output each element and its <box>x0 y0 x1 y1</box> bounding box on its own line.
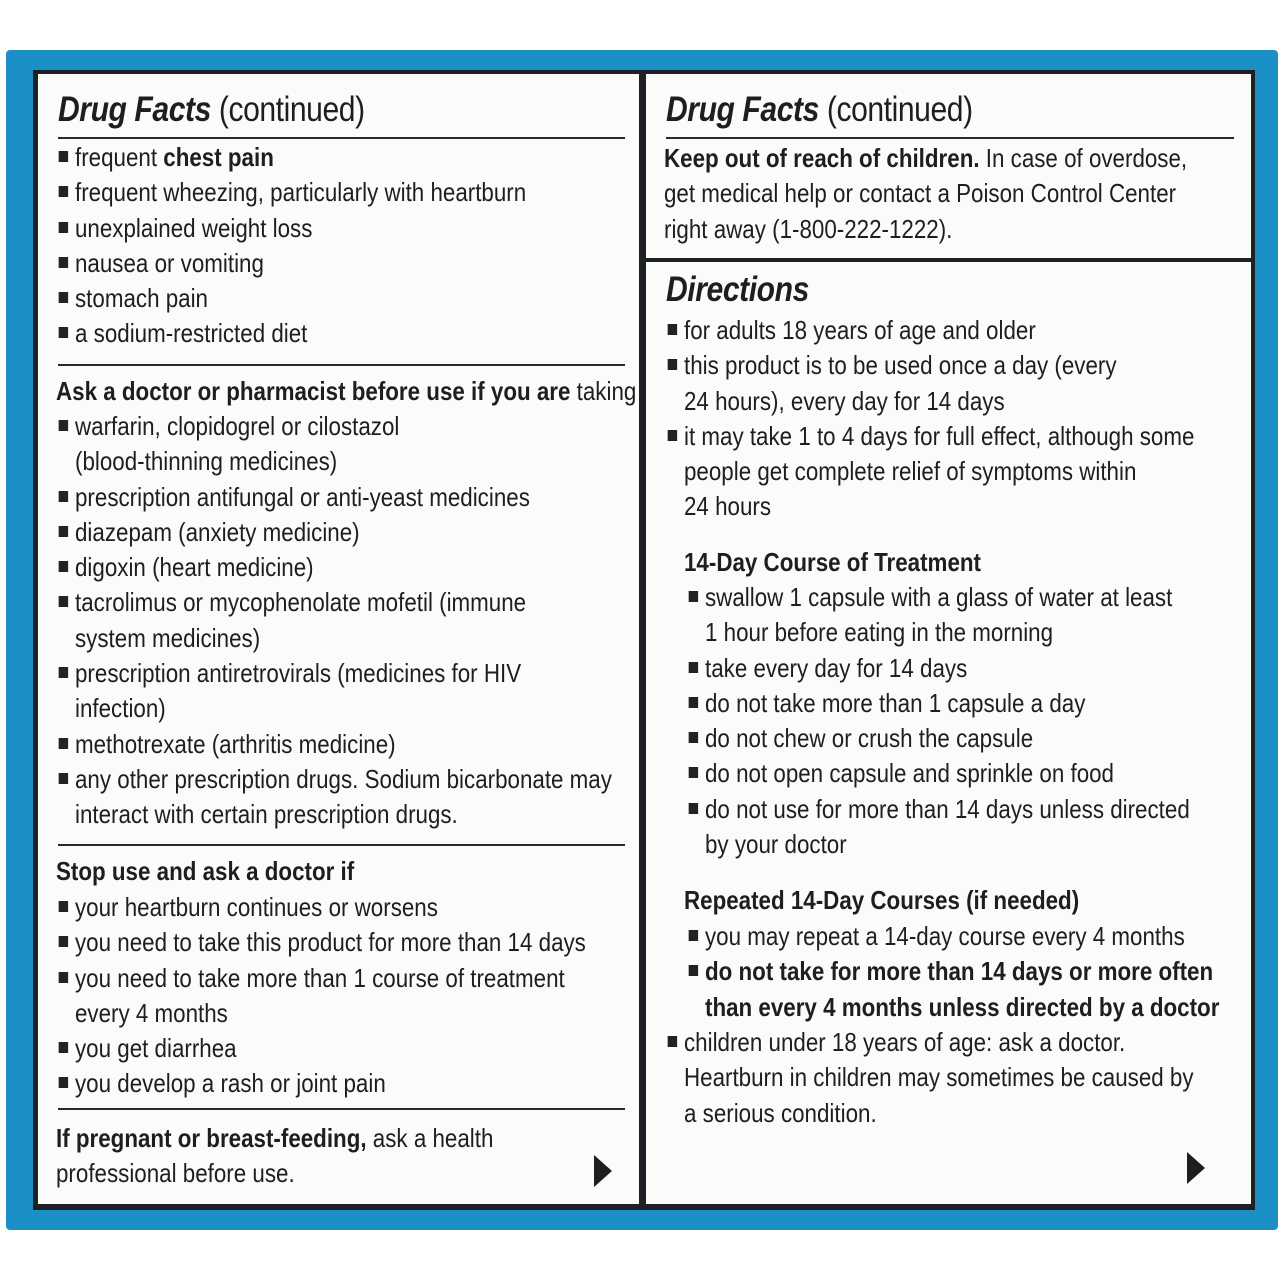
item-text: nausea or vomiting <box>75 247 264 278</box>
heading-title: Drug Facts <box>666 90 819 129</box>
directions-list <box>684 313 1194 525</box>
list-item: do not open capsule and sprinkle on food <box>705 756 1190 791</box>
section-rule-thick <box>646 258 1251 262</box>
list-item: 24 hours), every day for 14 days <box>684 385 1005 416</box>
list-item: you need to take this product for more than 14 days <box>75 925 586 960</box>
pregnant-line2: professional before use. <box>56 1158 295 1189</box>
list-item: diazepam (anxiety medicine) <box>75 515 612 550</box>
heading-continued: (continued) <box>210 90 365 129</box>
item-text: a sodium-restricted diet <box>75 318 308 349</box>
list-item: by your doctor <box>705 829 847 860</box>
item-text: stomach pain <box>75 283 209 314</box>
list-item <box>75 246 526 281</box>
warning-conditions-list <box>75 140 526 352</box>
keep-bold: Keep out of reach of children. <box>664 143 980 173</box>
list-item: do not use for more than 14 days unless directed <box>705 792 1190 827</box>
keep-line3: right away (1-800-222-1222). <box>664 213 953 244</box>
ask-title-bold: Ask a doctor or pharmacist before use if you are <box>56 376 571 406</box>
list-item: than every 4 months unless directed by a doctor <box>705 991 1220 1022</box>
pregnant-normal: ask a health <box>366 1123 494 1153</box>
ask-title-normal: taking <box>570 376 637 406</box>
list-item: take every day for 14 days <box>705 651 1190 686</box>
keep-line2: get medical help or contact a Poison Control Center <box>664 178 1177 209</box>
list-item: swallow 1 capsule with a glass of water at least <box>705 580 1190 615</box>
course-title-text: 14-Day Course of Treatment <box>684 547 981 577</box>
list-item: 24 hours <box>684 491 772 522</box>
repeat-title-text: Repeated 14-Day Courses (if needed) <box>684 885 1080 915</box>
list-item: do not take more than 1 capsule a day <box>705 686 1190 721</box>
right-panel-heading <box>666 90 973 130</box>
left-panel-heading <box>58 90 365 130</box>
drug-facts-right-panel <box>646 74 1251 1204</box>
list-item: any other prescription drugs. Sodium bicarbonate may <box>75 762 612 797</box>
heading-rule <box>58 137 625 139</box>
list-item: prescription antiretrovirals (medicines for HIV <box>75 656 612 691</box>
keep-out-section <box>664 141 1187 247</box>
list-item: do not take for more than 14 days or more often <box>705 954 1219 989</box>
drug-facts-left-panel <box>38 74 639 1204</box>
pregnant-bold: If pregnant or breast-feeding, <box>56 1123 367 1153</box>
list-item: warfarin, clopidogrel or cilostazol <box>75 409 612 444</box>
item-bold-text: chest pain <box>163 142 274 172</box>
directions-heading <box>666 270 809 310</box>
list-item: every 4 months <box>75 997 228 1028</box>
list-item: methotrexate (arthritis medicine) <box>75 727 612 762</box>
children-item <box>684 1025 1194 1131</box>
stop-title: Stop use and ask a doctor if <box>56 856 355 886</box>
section-rule <box>58 844 625 846</box>
keep-normal: In case of overdose, <box>979 143 1188 173</box>
section-rule <box>58 1108 625 1110</box>
item-text: frequent <box>75 142 164 172</box>
list-item: people get complete relief of symptoms within <box>684 456 1137 487</box>
list-item: a serious condition. <box>684 1097 877 1128</box>
list-item: you need to take more than 1 course of treatment <box>75 961 586 996</box>
item-text: frequent wheezing, particularly with heartburn <box>75 177 527 208</box>
list-item: tacrolimus or mycophenolate mofetil (immune <box>75 585 612 620</box>
list-item <box>75 211 526 246</box>
stop-use-title <box>56 854 354 889</box>
list-item <box>75 140 526 175</box>
course-list <box>705 580 1190 862</box>
heading-rule <box>666 137 1234 139</box>
pregnant-section <box>56 1121 493 1192</box>
continue-arrow-icon <box>594 1155 612 1187</box>
list-item: system medicines) <box>75 622 261 653</box>
list-item: 1 hour before eating in the morning <box>705 617 1054 648</box>
repeat-title <box>684 883 1079 918</box>
list-item <box>75 175 526 210</box>
ask-doctor-title <box>56 374 636 409</box>
list-item: digoxin (heart medicine) <box>75 550 612 585</box>
stop-use-list <box>75 890 586 1102</box>
directions-title: Directions <box>666 270 809 309</box>
list-item: Heartburn in children may sometimes be caused by <box>684 1062 1194 1093</box>
repeat-list <box>705 919 1219 1025</box>
item-text: unexplained weight loss <box>75 212 313 243</box>
list-item: your heartburn continues or worsens <box>75 890 586 925</box>
section-rule <box>58 364 625 366</box>
list-item: prescription antifungal or anti-yeast medicines <box>75 480 612 515</box>
list-item: infection) <box>75 693 166 724</box>
list-item <box>75 281 526 316</box>
list-item: it may take 1 to 4 days for full effect, although some <box>684 419 1194 454</box>
list-item <box>75 316 526 351</box>
heading-continued: (continued) <box>818 90 973 129</box>
list-item: for adults 18 years of age and older <box>684 313 1194 348</box>
list-item: interact with certain prescription drugs. <box>75 799 458 830</box>
list-item: this product is to be used once a day (every <box>684 348 1194 383</box>
heading-title: Drug Facts <box>58 90 211 129</box>
ask-doctor-list <box>75 409 612 833</box>
list-item: you develop a rash or joint pain <box>75 1066 586 1101</box>
list-item: do not chew or crush the capsule <box>705 721 1190 756</box>
list-item: you may repeat a 14-day course every 4 months <box>705 919 1219 954</box>
continue-arrow-icon <box>1187 1152 1205 1184</box>
list-item: you get diarrhea <box>75 1031 586 1066</box>
list-item: (blood-thinning medicines) <box>75 446 338 477</box>
course-title <box>684 545 981 580</box>
list-item: children under 18 years of age: ask a doctor. <box>684 1025 1194 1060</box>
